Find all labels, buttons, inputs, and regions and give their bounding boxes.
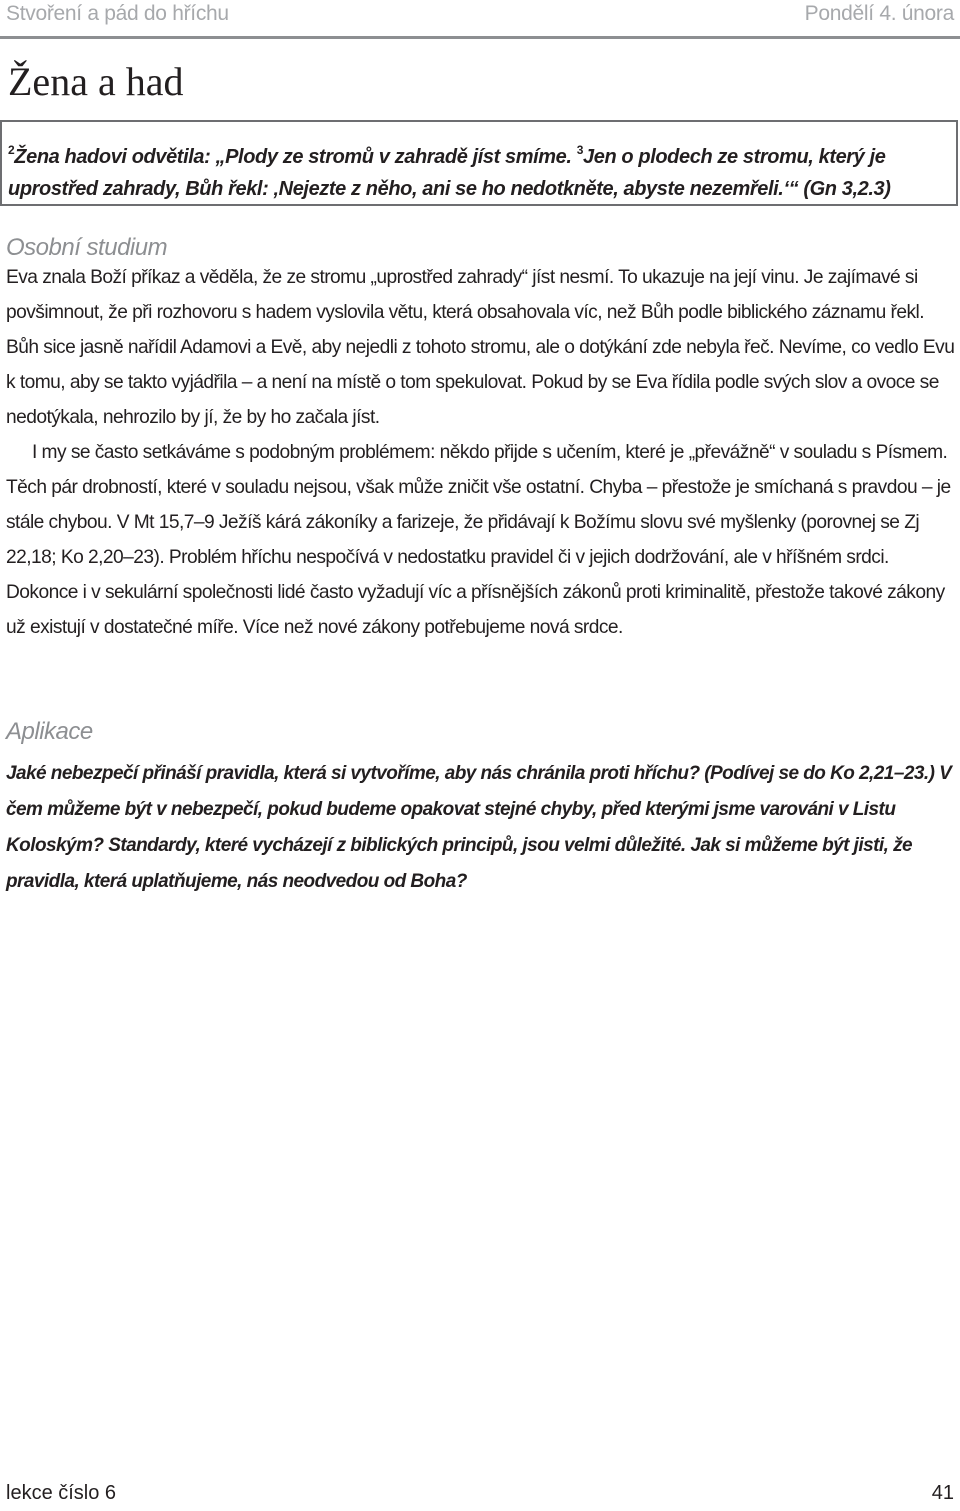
page-footer <box>0 1482 960 1511</box>
verse-number: 3 <box>576 143 583 157</box>
header-rule <box>0 36 960 39</box>
study-heading: Osobní studium <box>6 234 168 261</box>
study-paragraph: Eva znala Boží příkaz a věděla, že ze stromu „uprostřed zahrady“ jíst nesmí. To ukazuje na její vinu. Je zajímavé si povšimnout, že při rozhovoru s hadem vyslovila větu, která obsahovala víc, než Bůh podle biblického záznamu řekl. Bůh sice jasně nařídil Adamovi a Evě, aby nejedli z tohoto stromu, ale o dotýkání zde nebyla řeč. Nevíme, co vedlo Evu k tomu, aby se takto vyjádřila – a není na místě o tom spekulovat. Pokud by se Eva řídila podle svých slov a ovoce se nedotýkala, nehrozilo by jí, že by ho začala jíst. <box>6 267 955 428</box>
verse-text: Žena hadovi odvětila: „Plody ze stromů v zahradě jíst smíme. <box>14 146 577 168</box>
lesson-title: Žena a had <box>8 59 184 104</box>
page-number: 41 <box>931 1482 954 1504</box>
application-heading: Aplikace <box>6 718 93 745</box>
study-paragraph: I my se často setkáváme s podobným problémem: někdo přijde s učením, které je „převážně“ v souladu s Písmem. Těch pár drobností, které v souladu nejsou, však může zničit vše ostatní. Chyba – přestože je smíchaná s pravdou – je stále chybou. V Mt 15,7–9 Ježíš kárá zákoníky a farizeje, že přidávají k Božímu slovu své myšlenky (porovnej se Zj 22,18; Ko 2,20–23). Problém hříchu nespočívá v nedostatku pravidel či v jejich dodržování, ale v hříšném srdci. Dokonce i v sekulární společnosti lidé často vyžadují víc a přísnějších zákonů proti kriminalitě, přestože takové zákony už existují v dostatečné míře. Více než nové zákony potřebujeme nová srdce. <box>6 442 951 638</box>
running-head-date: Pondělí 4. února <box>804 2 954 25</box>
running-head <box>0 0 960 30</box>
running-head-section: Stvoření a pád do hříchu <box>6 2 229 25</box>
memory-verse-box <box>0 120 958 206</box>
footer-lesson: lekce číslo 6 <box>6 1482 117 1504</box>
study-body <box>6 260 956 645</box>
verse-text: Jen o plodech ze stromu, který je uprostřed zahrady, Bůh řekl: ‚Nejezte z něho, ani se ho nedotkněte, abyste nezemřeli.‘“ (Gn 3,2.3) <box>8 146 891 200</box>
verse-number: 2 <box>8 143 15 157</box>
application-text: Jaké nebezpečí přináší pravidla, která si vytvoříme, aby nás chránila proti hříchu? (Podívej se do Ko 2,21–23.) V čem můžeme být v nebezpečí, pokud budeme opakovat stejné chyby, před kterými jsme varováni v Listu Koloským? Standardy, které vycházejí z biblických principů, jsou velmi důležité. Jak si můžeme být jisti, že pravidla, která uplatňujeme, nás neodvedou od Boha? <box>6 763 952 892</box>
